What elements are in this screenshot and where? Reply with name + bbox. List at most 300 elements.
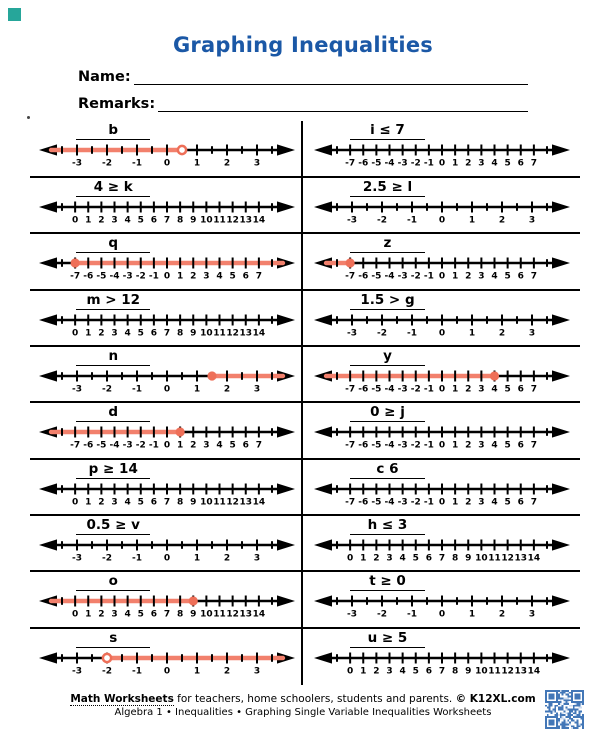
svg-text:5: 5 [503, 384, 511, 395]
svg-text:7: 7 [530, 497, 537, 508]
svg-text:2: 2 [223, 158, 230, 169]
svg-text:-4: -4 [384, 158, 394, 169]
answer-line [76, 348, 150, 366]
svg-text:-3: -3 [397, 384, 408, 395]
svg-text:-7: -7 [344, 497, 355, 508]
svg-text:-5: -5 [95, 440, 106, 451]
svg-text:11: 11 [212, 215, 226, 226]
svg-text:1: 1 [451, 271, 458, 282]
svg-text:13: 13 [238, 328, 252, 339]
svg-text:3: 3 [253, 158, 260, 169]
problem [30, 121, 303, 177]
svg-text:-2: -2 [376, 609, 387, 620]
number-line [38, 479, 296, 513]
svg-text:13: 13 [238, 497, 252, 508]
svg-text:12: 12 [225, 328, 239, 339]
svg-text:-6: -6 [82, 440, 93, 451]
svg-text:-3: -3 [397, 271, 408, 282]
svg-text:6: 6 [242, 271, 249, 282]
svg-text:-7: -7 [344, 271, 355, 282]
number-line [38, 648, 296, 682]
svg-text:8: 8 [176, 609, 183, 620]
footer-series: Algebra 1 • Inequalities • Graphing Single Variable Inequalities Worksheets [114, 707, 492, 719]
svg-text:-4: -4 [384, 440, 394, 451]
svg-text:2: 2 [189, 440, 196, 451]
svg-text:8: 8 [451, 553, 458, 564]
page-title: Graphing Inequalities [173, 33, 433, 57]
answer-line [76, 404, 150, 422]
svg-text:1: 1 [451, 384, 458, 395]
svg-text:-2: -2 [135, 440, 146, 451]
svg-text:6: 6 [242, 440, 249, 451]
svg-text:1: 1 [176, 271, 183, 282]
problem-label: z [383, 235, 392, 252]
answer-line [350, 573, 425, 591]
svg-text:1: 1 [84, 328, 91, 339]
svg-text:0: 0 [438, 158, 445, 169]
svg-text:1: 1 [193, 553, 200, 564]
svg-text:3: 3 [477, 440, 485, 451]
svg-text:-4: -4 [384, 271, 394, 282]
answer-line [350, 348, 425, 366]
problem-label: b [108, 122, 119, 139]
remarks-write-line [158, 95, 528, 113]
svg-text:9: 9 [189, 609, 196, 620]
problem [303, 291, 580, 347]
svg-text:-7: -7 [69, 271, 80, 282]
qr-code [545, 690, 584, 729]
svg-text:5: 5 [503, 158, 511, 169]
svg-text:-1: -1 [423, 440, 434, 451]
number-line [38, 310, 296, 344]
svg-text:2: 2 [372, 666, 380, 677]
svg-text:2: 2 [189, 271, 196, 282]
svg-text:13: 13 [513, 666, 527, 677]
corner-mark [8, 8, 21, 21]
svg-text:-3: -3 [397, 158, 408, 169]
stray-dot [27, 116, 30, 119]
svg-text:-4: -4 [109, 440, 119, 451]
svg-text:-3: -3 [397, 440, 408, 451]
svg-text:10: 10 [199, 328, 213, 339]
problem [30, 291, 303, 347]
problem-label: d [108, 404, 119, 421]
svg-text:7: 7 [255, 440, 262, 451]
svg-text:0: 0 [438, 328, 445, 339]
svg-text:-4: -4 [384, 384, 394, 395]
svg-text:3: 3 [385, 553, 393, 564]
svg-text:1: 1 [193, 384, 200, 395]
svg-text:0: 0 [438, 609, 445, 620]
svg-text:7: 7 [163, 328, 170, 339]
svg-text:5: 5 [503, 440, 511, 451]
problem [303, 572, 580, 628]
svg-text:2: 2 [498, 328, 505, 339]
svg-text:8: 8 [176, 215, 183, 226]
svg-text:-3: -3 [122, 440, 133, 451]
svg-text:6: 6 [150, 609, 157, 620]
svg-text:2: 2 [464, 158, 471, 169]
svg-text:2: 2 [223, 384, 230, 395]
number-line [38, 535, 296, 569]
answer-line [350, 404, 425, 422]
problem [303, 121, 580, 177]
problem [30, 572, 303, 628]
svg-text:1: 1 [451, 497, 458, 508]
svg-text:7: 7 [530, 384, 537, 395]
problem-label: o [108, 573, 118, 590]
svg-text:2: 2 [97, 215, 105, 226]
answer-line [76, 179, 150, 197]
answer-line [350, 235, 425, 253]
name-write-line [134, 67, 528, 85]
svg-text:9: 9 [189, 497, 196, 508]
number-line [313, 591, 571, 625]
svg-text:3: 3 [477, 497, 485, 508]
answer-line [76, 235, 150, 253]
number-line [38, 422, 296, 456]
number-line [313, 366, 571, 400]
svg-text:1: 1 [84, 609, 91, 620]
footer-credit-text: for teachers, home schoolers, students and parents. [173, 693, 456, 706]
answer-line [350, 179, 425, 197]
svg-text:3: 3 [110, 497, 118, 508]
answer-line [350, 630, 425, 648]
svg-text:6: 6 [150, 215, 157, 226]
answer-line [350, 461, 425, 479]
svg-text:4: 4 [123, 497, 131, 508]
svg-text:-3: -3 [71, 158, 82, 169]
svg-text:2: 2 [97, 497, 105, 508]
svg-text:6: 6 [517, 271, 524, 282]
problem [303, 460, 580, 516]
svg-text:3: 3 [110, 609, 118, 620]
svg-text:4: 4 [123, 609, 131, 620]
answer-line [76, 573, 150, 591]
svg-text:3: 3 [528, 215, 535, 226]
svg-text:-1: -1 [406, 609, 417, 620]
svg-text:-4: -4 [384, 497, 394, 508]
svg-text:-1: -1 [148, 440, 159, 451]
svg-text:8: 8 [176, 328, 183, 339]
svg-text:6: 6 [425, 553, 432, 564]
svg-text:4: 4 [490, 440, 498, 451]
svg-text:-6: -6 [357, 384, 368, 395]
svg-text:0: 0 [71, 609, 78, 620]
number-line [38, 197, 296, 231]
problem [303, 516, 580, 572]
svg-text:-3: -3 [71, 553, 82, 564]
problem [303, 234, 580, 290]
svg-text:2: 2 [464, 271, 471, 282]
svg-text:0: 0 [71, 215, 78, 226]
number-line [313, 310, 571, 344]
footer-credit [0, 692, 606, 706]
svg-text:10: 10 [199, 609, 213, 620]
svg-text:4: 4 [215, 271, 223, 282]
number-line [313, 253, 571, 287]
svg-text:-1: -1 [423, 384, 434, 395]
svg-text:5: 5 [137, 609, 144, 620]
svg-text:12: 12 [225, 497, 239, 508]
svg-text:9: 9 [189, 215, 196, 226]
svg-text:10: 10 [474, 666, 488, 677]
problem [30, 629, 303, 685]
svg-text:3: 3 [110, 215, 118, 226]
svg-text:7: 7 [163, 609, 170, 620]
problem [30, 460, 303, 516]
svg-text:0: 0 [438, 271, 445, 282]
svg-text:3: 3 [385, 666, 393, 677]
answer-line [76, 517, 150, 535]
svg-text:2: 2 [498, 609, 505, 620]
svg-text:-2: -2 [101, 158, 112, 169]
svg-text:3: 3 [110, 328, 118, 339]
svg-text:1: 1 [84, 497, 91, 508]
problem-label: c 6 [376, 460, 399, 477]
svg-text:-5: -5 [370, 384, 381, 395]
number-line [313, 422, 571, 456]
svg-text:3: 3 [253, 553, 260, 564]
svg-text:-1: -1 [406, 328, 417, 339]
svg-text:6: 6 [517, 158, 524, 169]
problem [30, 516, 303, 572]
svg-text:11: 11 [487, 666, 501, 677]
svg-text:7: 7 [163, 497, 170, 508]
problem-label: u ≥ 5 [367, 629, 408, 646]
svg-text:12: 12 [225, 609, 239, 620]
svg-text:-7: -7 [69, 440, 80, 451]
svg-text:14: 14 [252, 215, 265, 226]
svg-text:3: 3 [477, 271, 485, 282]
problem-label: 1.5 > g [360, 291, 415, 308]
svg-text:3: 3 [528, 609, 535, 620]
svg-text:9: 9 [464, 666, 471, 677]
svg-text:3: 3 [477, 158, 485, 169]
svg-text:5: 5 [228, 440, 236, 451]
svg-text:0: 0 [438, 215, 445, 226]
svg-text:-2: -2 [376, 215, 387, 226]
name-label: Name: [78, 68, 131, 85]
svg-text:-3: -3 [122, 271, 133, 282]
svg-text:3: 3 [253, 666, 260, 677]
svg-text:4: 4 [123, 215, 131, 226]
svg-text:6: 6 [150, 497, 157, 508]
svg-text:6: 6 [517, 497, 524, 508]
svg-text:-2: -2 [101, 384, 112, 395]
number-line [38, 140, 296, 174]
svg-text:-7: -7 [344, 384, 355, 395]
svg-text:12: 12 [225, 215, 239, 226]
svg-text:4: 4 [398, 553, 406, 564]
svg-text:0: 0 [71, 328, 78, 339]
answer-line [76, 630, 150, 648]
svg-text:-2: -2 [410, 158, 421, 169]
svg-text:7: 7 [530, 440, 537, 451]
answer-line [76, 292, 150, 310]
svg-text:0: 0 [346, 553, 353, 564]
problem-label: y [383, 347, 392, 364]
svg-text:-6: -6 [357, 271, 368, 282]
svg-text:-5: -5 [370, 440, 381, 451]
problem-label: 4 ≥ k [93, 178, 133, 195]
svg-text:-1: -1 [131, 666, 142, 677]
problem [303, 629, 580, 685]
svg-text:4: 4 [490, 158, 498, 169]
footer-brand: Math Worksheets [70, 693, 174, 706]
svg-text:1: 1 [468, 609, 475, 620]
problem [303, 347, 580, 403]
svg-text:11: 11 [487, 553, 501, 564]
svg-text:2: 2 [498, 215, 505, 226]
svg-text:-3: -3 [346, 328, 357, 339]
svg-text:-2: -2 [101, 666, 112, 677]
svg-text:-1: -1 [131, 158, 142, 169]
svg-text:3: 3 [528, 328, 535, 339]
svg-text:-3: -3 [397, 497, 408, 508]
svg-text:-1: -1 [423, 158, 434, 169]
svg-text:-1: -1 [406, 215, 417, 226]
svg-text:11: 11 [212, 497, 226, 508]
svg-text:14: 14 [252, 609, 265, 620]
svg-text:1: 1 [359, 666, 366, 677]
svg-text:12: 12 [500, 666, 514, 677]
svg-text:14: 14 [252, 497, 265, 508]
answer-line [76, 122, 150, 140]
svg-text:1: 1 [193, 158, 200, 169]
svg-text:1: 1 [193, 666, 200, 677]
svg-text:6: 6 [517, 384, 524, 395]
svg-text:-2: -2 [410, 271, 421, 282]
problem [303, 403, 580, 459]
svg-text:-5: -5 [370, 158, 381, 169]
svg-text:-1: -1 [423, 497, 434, 508]
svg-text:0: 0 [163, 553, 170, 564]
svg-text:5: 5 [228, 271, 236, 282]
column-right [303, 121, 606, 685]
svg-text:0: 0 [346, 666, 353, 677]
svg-text:6: 6 [517, 440, 524, 451]
svg-text:10: 10 [199, 497, 213, 508]
svg-text:6: 6 [150, 328, 157, 339]
svg-text:2: 2 [97, 609, 105, 620]
svg-text:-1: -1 [131, 384, 142, 395]
svg-text:1: 1 [468, 328, 475, 339]
svg-text:8: 8 [176, 497, 183, 508]
svg-text:5: 5 [503, 271, 511, 282]
svg-text:2: 2 [223, 553, 230, 564]
svg-text:2: 2 [464, 440, 471, 451]
svg-text:5: 5 [412, 553, 419, 564]
svg-text:3: 3 [202, 271, 210, 282]
svg-text:2: 2 [464, 384, 471, 395]
number-line [313, 648, 571, 682]
footer-copyright: © K12XL.com [455, 693, 536, 706]
svg-text:12: 12 [500, 553, 514, 564]
svg-text:-2: -2 [376, 328, 387, 339]
worksheet-grid [0, 121, 606, 685]
svg-text:11: 11 [212, 328, 226, 339]
number-line [313, 535, 571, 569]
svg-text:0: 0 [163, 271, 170, 282]
svg-text:-3: -3 [71, 384, 82, 395]
problem-label: 2.5 ≥ l [362, 178, 413, 195]
svg-text:0: 0 [163, 666, 170, 677]
svg-text:4: 4 [490, 497, 498, 508]
problem [30, 234, 303, 290]
svg-text:6: 6 [425, 666, 432, 677]
number-line [38, 366, 296, 400]
svg-text:-5: -5 [370, 497, 381, 508]
svg-text:14: 14 [252, 328, 265, 339]
svg-text:5: 5 [412, 666, 419, 677]
number-line [38, 253, 296, 287]
svg-text:-1: -1 [423, 271, 434, 282]
svg-text:7: 7 [163, 215, 170, 226]
svg-text:-2: -2 [135, 271, 146, 282]
remarks-field-row [78, 95, 528, 113]
number-line [313, 140, 571, 174]
problem-label: 0 ≥ j [370, 404, 405, 421]
svg-text:4: 4 [215, 440, 223, 451]
svg-text:10: 10 [474, 553, 488, 564]
column-divider [301, 121, 303, 685]
problem-label: n [108, 347, 119, 364]
svg-text:7: 7 [438, 553, 445, 564]
svg-text:14: 14 [527, 666, 540, 677]
svg-text:3: 3 [477, 384, 485, 395]
svg-text:7: 7 [255, 271, 262, 282]
svg-text:8: 8 [451, 666, 458, 677]
svg-text:4: 4 [123, 328, 131, 339]
svg-text:-1: -1 [148, 271, 159, 282]
svg-text:13: 13 [238, 215, 252, 226]
svg-text:5: 5 [503, 497, 511, 508]
svg-text:-5: -5 [370, 271, 381, 282]
problem-label: m > 12 [86, 291, 141, 308]
svg-text:-2: -2 [410, 497, 421, 508]
svg-text:-3: -3 [71, 666, 82, 677]
answer-line [350, 292, 425, 310]
svg-text:11: 11 [212, 609, 226, 620]
svg-text:-6: -6 [357, 158, 368, 169]
svg-text:-3: -3 [346, 609, 357, 620]
svg-text:0: 0 [438, 497, 445, 508]
problem-label: 0.5 ≥ v [86, 517, 140, 534]
problem-label: h ≤ 3 [367, 517, 408, 534]
svg-text:7: 7 [438, 666, 445, 677]
svg-text:-7: -7 [344, 440, 355, 451]
svg-text:9: 9 [189, 328, 196, 339]
svg-text:9: 9 [464, 553, 471, 564]
svg-text:1: 1 [451, 440, 458, 451]
svg-text:2: 2 [372, 553, 380, 564]
svg-text:1: 1 [359, 553, 366, 564]
svg-text:1: 1 [176, 440, 183, 451]
svg-text:3: 3 [253, 384, 260, 395]
problem [30, 403, 303, 459]
answer-line [350, 517, 425, 535]
svg-text:-6: -6 [357, 440, 368, 451]
svg-text:13: 13 [513, 553, 527, 564]
svg-text:-6: -6 [82, 271, 93, 282]
svg-text:-2: -2 [101, 553, 112, 564]
number-line [38, 591, 296, 625]
remarks-label: Remarks: [78, 96, 156, 113]
svg-text:1: 1 [468, 215, 475, 226]
problem [303, 178, 580, 234]
svg-text:10: 10 [199, 215, 213, 226]
